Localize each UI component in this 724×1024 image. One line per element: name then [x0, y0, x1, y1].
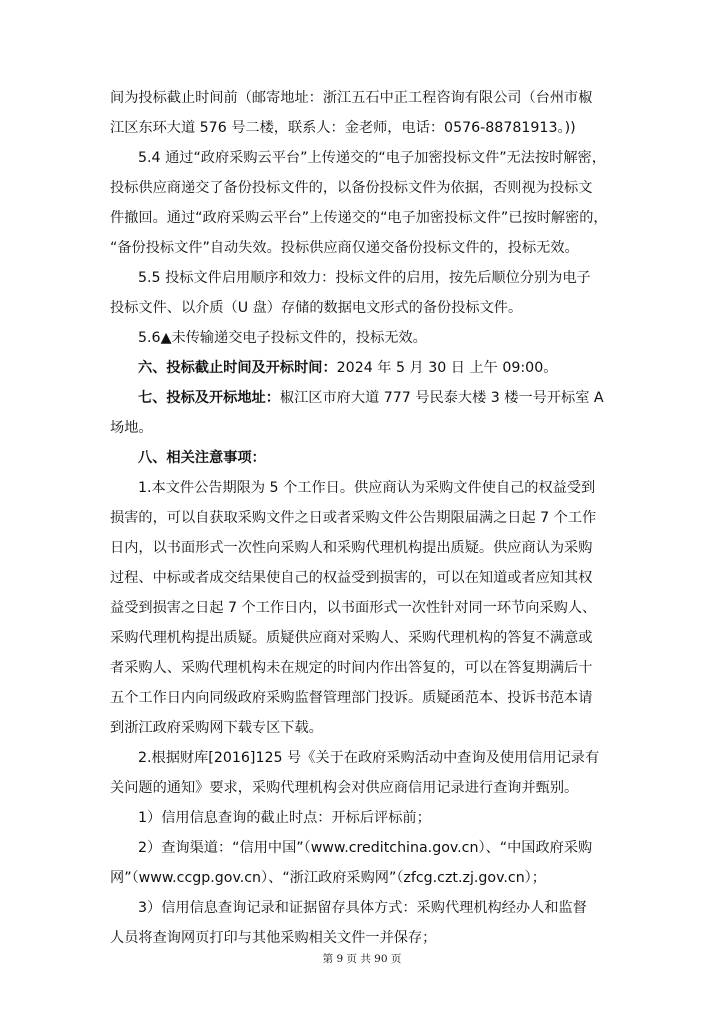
section-heading: 六、投标截止时间及开标时间：2024 年 5 月 30 日 上午 09:00。 [138, 360, 558, 376]
text-line: 2.根据财库[2016]125 号《关于在政府采购活动中查询及使用信用记录有 [138, 750, 600, 766]
text-line: 场地。 [110, 420, 153, 436]
text-line: 过程、中标或者成交结果使自己的权益受到损害的，可以在知道或者应知其权 [110, 570, 593, 586]
text-line: 投标供应商递交了备份投标文件的，以备份投标文件为依据，否则视为投标文 [110, 180, 593, 196]
text-line: 2）查询渠道：“信用中国”（www.creditchina.gov.cn）、“中国政府采购 [138, 840, 593, 856]
text-line: 损害的，可以自获取采购文件之日或者采购文件公告期限届满之日起 7 个工作 [110, 510, 597, 526]
text-line: “备份投标文件”自动失效。投标供应商仅递交备份投标文件的，投标无效。 [110, 240, 579, 256]
text-line: 五个工作日内向同级政府采购监督管理部门投诉。质疑函范本、投诉书范本请 [110, 690, 593, 706]
text-line: 5.4 通过“政府采购云平台”上传递交的“电子加密投标文件”无法按时解密， [138, 150, 606, 166]
text-line: 益受到损害之日起 7 个工作日内，以书面形式一次性针对同一环节向采购人、 [110, 600, 597, 616]
text-line: 5.6▲未传输递交电子投标文件的，投标无效。 [138, 330, 427, 346]
text-line: 网”（www.ccgp.gov.cn）、“浙江政府采购网”（zfcg.czt.zj.gov.cn）； [110, 870, 546, 886]
page-number: 第 9 页 共 90 页 [322, 953, 402, 965]
text-line: 江区东环大道 576 号二楼，联系人：金老师，电话：0576-88781913。)) [110, 120, 576, 136]
section-heading: 七、投标及开标地址：椒江区市府大道 777 号民泰大楼 3 楼一号开标室 A [138, 390, 604, 406]
text-line: 日内，以书面形式一次性向采购人和采购代理机构提出质疑。供应商认为采购 [110, 540, 593, 556]
text-line: 者采购人、采购代理机构未在规定的时间内作出答复的，可以在答复期满后十 [110, 660, 593, 676]
text-line: 采购代理机构提出质疑。质疑供应商对采购人、采购代理机构的答复不满意或 [110, 630, 593, 646]
text-line: 1.本文件公告期限为 5 个工作日。供应商认为采购文件使自己的权益受到 [138, 480, 596, 496]
text-line: 关问题的通知》要求，采购代理机构会对供应商信用记录进行查询并甄别。 [110, 780, 579, 796]
text-line: 到浙江政府采购网下载专区下载。 [110, 720, 323, 736]
text-line: 投标文件、以介质（U 盘）存储的数据电文形式的备份投标文件。 [110, 300, 523, 316]
text-line: 间为投标截止时间前（邮寄地址：浙江五石中正工程咨询有限公司（台州市椒 [110, 90, 593, 106]
text-line: 5.5 投标文件启用顺序和效力：投标文件的启用，按先后顺位分别为电子 [138, 270, 591, 286]
text-line: 人员将查询网页打印与其他采购相关文件一并保存； [110, 930, 437, 946]
text-line: 3）信用信息查询记录和证据留存具体方式：采购代理机构经办人和监督 [138, 900, 587, 916]
text-line: 1）信用信息查询的截止时点：开标后评标前； [138, 810, 431, 826]
section-heading: 八、相关注意事项： [138, 450, 266, 466]
text-line: 件撤回。通过“政府采购云平台”上传递交的“电子加密投标文件”已按时解密的， [110, 210, 608, 226]
